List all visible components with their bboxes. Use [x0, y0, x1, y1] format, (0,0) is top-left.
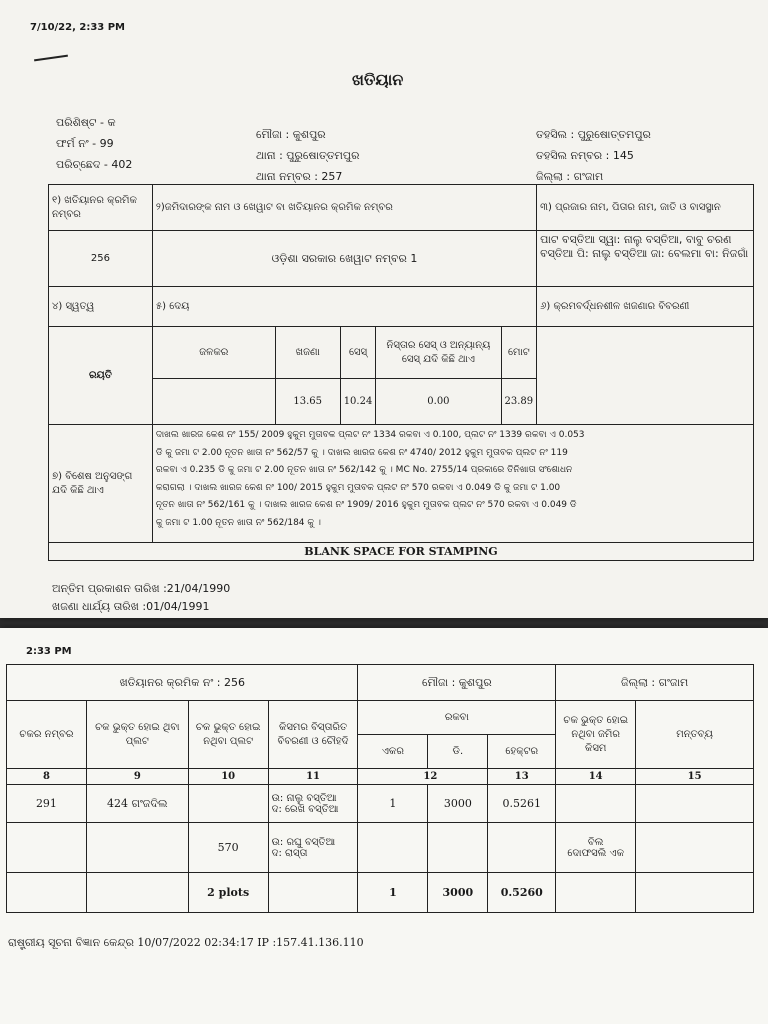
form-chapter: ପରିଚ୍ଛେଦ - 402 — [56, 158, 133, 171]
tenant-value: ପାଟ ବସ୍ତିଆ ସ୍ୱା: ନାଲୁ ବସ୍ତିଆ, ବାବୁ ଚରଣ ବସ୍ତିଆ ପି: ନାଲୁ ବସ୍ତିଆ ଜା: ବେଲମା ବା: ନିଜଗାଁ — [537, 231, 754, 287]
pen-mark — [34, 55, 68, 62]
col-number: 8 — [7, 769, 87, 785]
rent-assessment-date: ଖଜଣା ଧାର୍ଯ୍ୟ ତାରିଖ :01/04/1991 — [52, 600, 210, 613]
final-publication-date: ଅନ୍ତିମ ପ୍ରକାଶନ ତାରିଖ :21/04/1990 — [52, 582, 231, 595]
note-line: ନୂତନ ଖାତା ନଂ 562/161 କୁ । ଦାଖଲ ଖାରଜ କେଶ ନଂ 1909/ 2016 ହୁକୁମ ମୁତାବକ ପ୍ଲଟ ନଂ 570 ରକବା ଏ 0.049 ଡି — [155, 500, 577, 510]
total-acre: 1 — [358, 873, 428, 913]
header-special-notes: ୭) ବିଶେଷ ଅନୁସଙ୍ଗ ଯଦି କିଛି ଥାଏ — [49, 425, 153, 543]
header-deya: ୫) ଦେୟ — [152, 287, 536, 327]
special-notes — [152, 425, 753, 543]
plot-in-chak: 424 ଗଂଜଦିଲ — [86, 785, 188, 823]
mot-value: 23.89 — [501, 379, 537, 425]
col-ses: ସେସ୍ — [340, 327, 376, 379]
col-mot: ମୋଟ — [501, 327, 537, 379]
total-decimal: 3000 — [428, 873, 488, 913]
total-plots: 2 plots — [188, 873, 268, 913]
khatiyan-no-value: 256 — [49, 231, 153, 287]
land-kisam — [556, 823, 636, 873]
note-line: ଦାଖଲ ଖାରଜ କେଶ ନଂ 155/ 2009 ହୁକୁମ ମୁତାବକ ପ୍ଲଟ ନଂ 1334 ରକବା ଏ 0.100, ପ୍ଲଟ ନଂ 1339 ରକବା ଏ 0.053 — [155, 430, 585, 440]
note-line: କରାଗଲା । ଦାଖଲ ଖାରଜ କେଶ ନଂ 100/ 2015 ହୁକୁମ ମୁତାବକ ପ୍ଲଟ ନଂ 570 ରକବା ଏ 0.049 ଡି କୁ ଜମା ଟ 1.00 — [155, 482, 561, 493]
form-info — [56, 112, 132, 175]
col-chak-no: ଚକର ନମ୍ବର — [7, 701, 87, 769]
col-number: 11 — [268, 769, 358, 785]
col-decimal: ଡି. — [428, 735, 488, 769]
remark-value — [636, 823, 754, 873]
form-number: ଫର୍ମ ନଂ - 99 — [56, 137, 114, 150]
jilla: ଜିଲ୍ଲା : ଗଂଜାମ — [536, 170, 604, 183]
col-number: 12 — [358, 769, 488, 785]
hectare-value — [488, 823, 556, 873]
note-line: ରକବା ଏ 0.235 ଡି କୁ ଜମା ଟ 2.00 ନୂତନ ଖାତା ନଂ 562/142 କୁ । MC No. 2755/14 ପ୍ରକାରେ ତିନିଖାତା ସଂଶୋଧନ — [155, 465, 573, 475]
kisam-line: ଦୋଫସଲି ଏକ — [567, 847, 624, 859]
cumulative-rent-value — [537, 327, 754, 425]
header-landlord: ୨)ଜମିଦାରଙ୍କ ନାମ ଓ ଖେୱାଟ ବା ଖତିୟାନର କ୍ରମିକ ନମ୍ବର — [152, 185, 536, 231]
header-swatwa: ୪) ସ୍ୱତ୍ୱ — [49, 287, 153, 327]
col-kisam-details: କିସମର ବିସ୍ତାରିତ ବିବରଣୀ ଓ ଚୌହଦି — [268, 701, 358, 769]
mouja: ମୌଜା : କୁଶପୁର — [256, 128, 326, 141]
boundary-south: ଦ: ରେଖି ବସ୍ତିଆ — [271, 803, 339, 815]
tahasil-number: ତହସିଲ ନମ୍ବର : 145 — [536, 149, 634, 162]
decimal-value: 3000 — [428, 785, 488, 823]
khajana-value: 13.65 — [275, 379, 340, 425]
col-number: 14 — [556, 769, 636, 785]
acre-value: 1 — [358, 785, 428, 823]
col-acre: ଏକର — [358, 735, 428, 769]
kisam-line: ବିଲ — [587, 836, 604, 848]
col-number: 15 — [636, 769, 754, 785]
header-tenant: ୩) ପ୍ରଜାର ନାମ, ପିତାର ନାମ, ଜାତି ଓ ବାସସ୍ଥାନ — [537, 185, 754, 231]
plot-in-chak — [86, 823, 188, 873]
nic-footer: ରାଷ୍ଟ୍ରୀୟ ସୂଚନା ବିଜ୍ଞାନ କେନ୍ଦ୍ର 10/07/2022 02:34:17 IP :157.41.136.110 — [8, 936, 364, 949]
total-row — [7, 873, 754, 913]
total-hectare: 0.5260 — [488, 873, 556, 913]
mouja: ମୌଜା : କୁଶପୁର — [358, 665, 556, 701]
tahasil: ତହସିଲ : ପୁରୁଷୋତ୍ତମପୁର — [536, 128, 651, 141]
boundary-north: ଉ: ରଘୁ ବସ୍ତିଆ — [271, 836, 336, 848]
khatiyan-serial: ଖତିୟାନର କ୍ରମିକ ନଂ : 256 — [7, 665, 358, 701]
plot-not-in-chak: 570 — [188, 823, 268, 873]
plot-table — [6, 664, 754, 913]
nistar-ses-value: 0.00 — [376, 379, 501, 425]
jilla: ଜିଲ୍ଲା : ଗଂଜାମ — [556, 665, 754, 701]
hectare-value: 0.5261 — [488, 785, 556, 823]
header-cumulative-rent: ୬) କ୍ରମବର୍ଦ୍ଧନଶୀଳ ଖଜଣାର ବିବରଣୀ — [537, 287, 754, 327]
jalakar-value — [152, 379, 275, 425]
table-row — [7, 823, 754, 873]
col-number: 9 — [86, 769, 188, 785]
district-info — [536, 124, 651, 187]
col-plot-in-chak: ଚକ ଭୁକ୍ତ ହୋଇ ଥିବା ପ୍ଲଟ — [86, 701, 188, 769]
remark-value — [636, 785, 754, 823]
kisam-details — [268, 823, 358, 873]
chak-no — [7, 823, 87, 873]
col-rakaba: ରକବା — [358, 701, 556, 735]
boundary-south: ଦ: ରାସ୍ତା — [271, 847, 308, 859]
col-number: 13 — [488, 769, 556, 785]
khatiyan-page-2 — [0, 628, 768, 1024]
timestamp: 2:33 PM — [26, 646, 72, 657]
col-hectare: ହେକ୍ଟର — [488, 735, 556, 769]
thana-number: ଥାନା ନମ୍ବର : 257 — [256, 170, 343, 183]
thana: ଥାନା : ପୁରୁଷୋତ୍ତମପୁର — [256, 149, 360, 162]
khatiyan-table — [48, 184, 754, 561]
page-title: ଖତିୟାନ — [352, 70, 404, 89]
empty-cell — [86, 873, 188, 913]
stamp-space: BLANK SPACE FOR STAMPING — [49, 543, 754, 561]
plot-not-in-chak — [188, 785, 268, 823]
note-line: ଡି କୁ ଜମା ଟ 2.00 ନୂତନ ଖାତା ନଂ 562/57 କୁ । ଦାଖଲ ଖାରଜ କେଶ ନଂ 4740/ 2012 ହୁକୁମ ମୁତାବକ ପ୍ଲଟ ନଂ 119 — [155, 447, 568, 458]
landlord-value: ଓଡ଼ିଶା ସରକାର ଖେୱାଟ ନମ୍ବର 1 — [152, 231, 536, 287]
acre-value — [358, 823, 428, 873]
land-kisam — [556, 785, 636, 823]
ses-value: 10.24 — [340, 379, 376, 425]
col-nistar-ses: ନିସ୍ତାର ସେସ୍ ଓ ଅନ୍ୟାନ୍ୟ ସେସ୍ ଯଦି କିଛି ଥାଏ — [376, 327, 501, 379]
location-info — [256, 124, 359, 187]
note-line: କୁ ଜମା ଟ 1.00 ନୂତନ ଖାତା ନଂ 562/184 କୁ । — [155, 517, 321, 528]
decimal-value — [428, 823, 488, 873]
col-remarks: ମନ୍ତବ୍ୟ — [636, 701, 754, 769]
empty-cell — [636, 873, 754, 913]
empty-cell — [7, 873, 87, 913]
raiyati-label: ରୟତି — [49, 327, 153, 425]
header-khatiyan-no: ୧) ଖତିୟାନର କ୍ରମିକ ନମ୍ବର — [49, 185, 153, 231]
boundary-north: ଉ: ନାଲୁ ବସ୍ତିଆ — [271, 792, 337, 804]
col-khajana: ଖଜଣା — [275, 327, 340, 379]
empty-cell — [556, 873, 636, 913]
timestamp: 7/10/22, 2:33 PM — [30, 22, 126, 33]
col-land-kisam: ଚକ ଭୁକ୍ତ ହୋଇ ନଥିବା ଜମିର କିସମ — [556, 701, 636, 769]
table-row — [7, 785, 754, 823]
form-appendix: ପରିଶିଷ୍ଟ - କ — [56, 116, 116, 129]
col-jalakar: ଜଳକର — [152, 327, 275, 379]
col-plot-not-in-chak: ଚକ ଭୁକ୍ତ ହୋଇ ନଥିବା ପ୍ଲଟ — [188, 701, 268, 769]
empty-cell — [268, 873, 358, 913]
col-number: 10 — [188, 769, 268, 785]
chak-no: 291 — [7, 785, 87, 823]
kisam-details — [268, 785, 358, 823]
